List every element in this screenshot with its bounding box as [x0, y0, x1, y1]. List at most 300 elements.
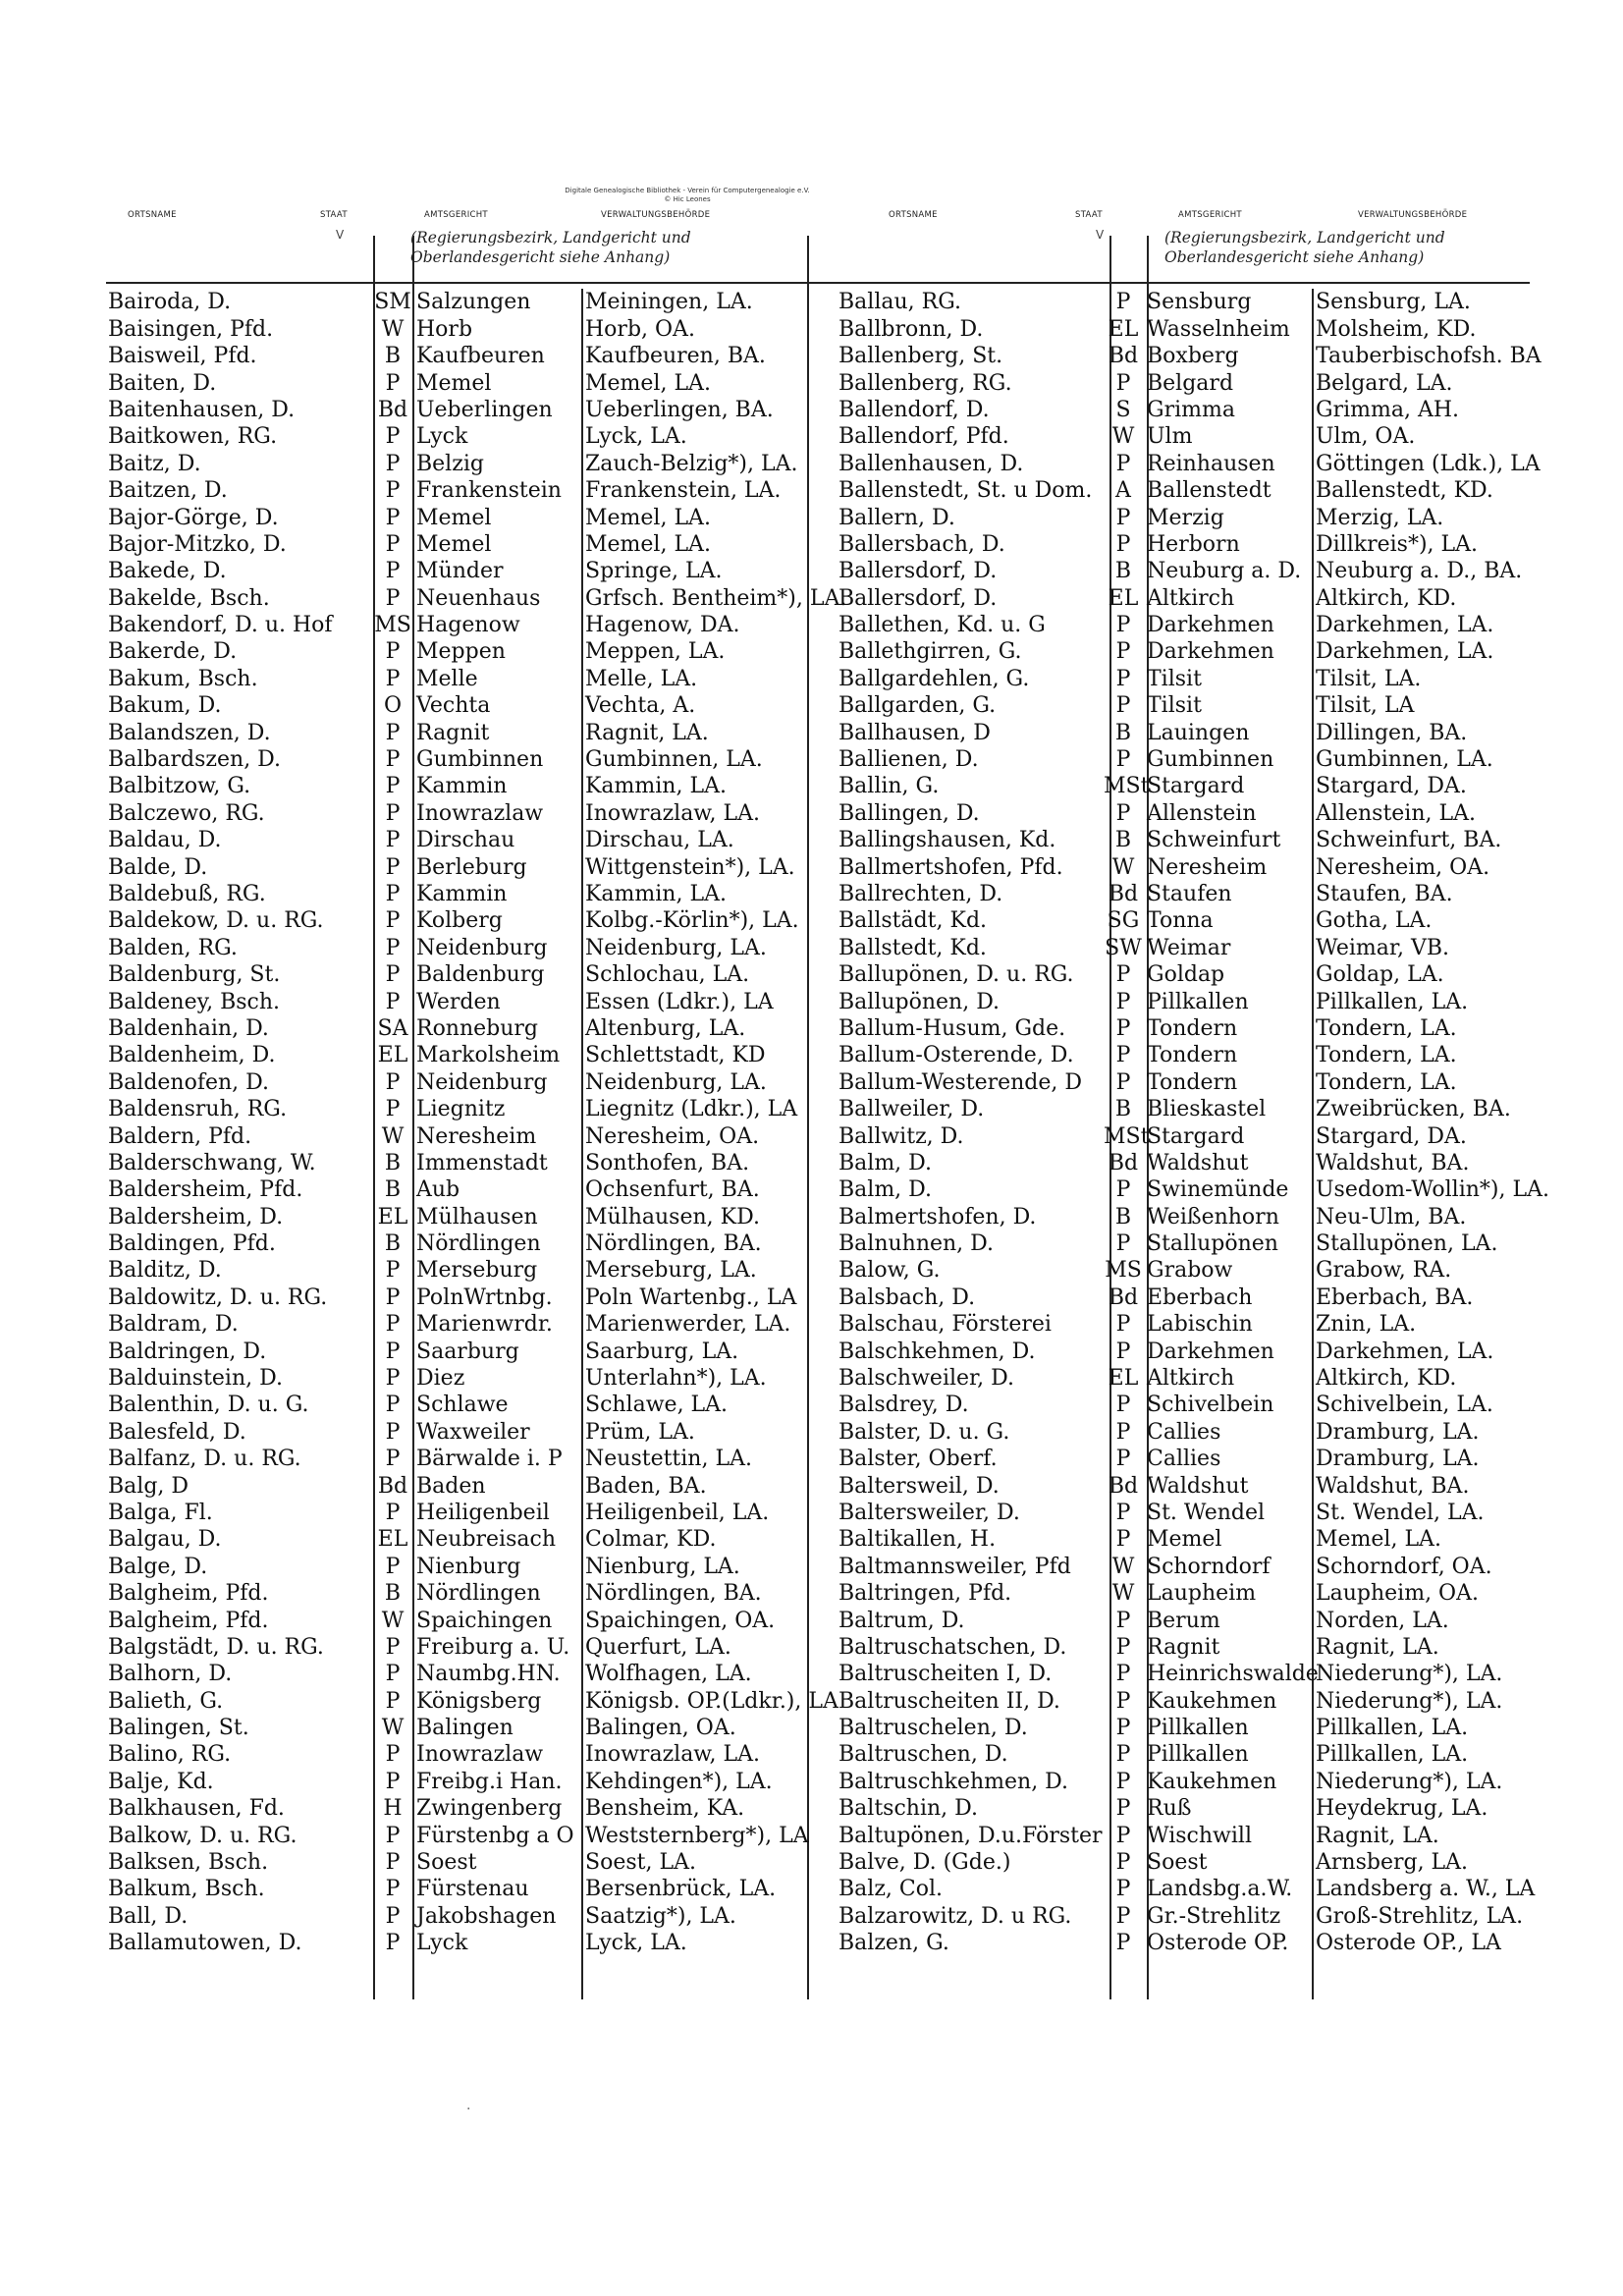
district-court: Pillkallen: [1147, 1742, 1249, 1768]
table-row: [106, 853, 811, 880]
admin-authority: Colmar, KD.: [585, 1527, 717, 1553]
state-code: P: [385, 1931, 401, 1956]
admin-authority: Darkehmen, LA.: [1316, 613, 1494, 638]
table-row: [837, 1876, 1542, 1902]
admin-authority: Wolfhagen, LA.: [585, 1662, 752, 1687]
admin-authority: Gotha, LA.: [1316, 908, 1433, 934]
district-court: Callies: [1147, 1447, 1221, 1472]
table-row: [106, 1338, 811, 1364]
table-row: [106, 1526, 811, 1553]
table-row: [837, 1015, 1542, 1042]
right-column-block: [837, 289, 1549, 1956]
state-code: P: [385, 478, 401, 504]
district-court: Spaichingen: [416, 1608, 553, 1633]
place-name: Ballenberg, St.: [839, 344, 1003, 369]
subheader-right-line-2: Oberlandesgericht siehe Anhang): [1164, 248, 1425, 266]
admin-authority: Grimma, AH.: [1316, 397, 1460, 422]
place-name: Balgstädt, D. u. RG.: [108, 1634, 324, 1660]
place-name: Ballupönen, D. u. RG.: [839, 962, 1074, 988]
state-code: MSt: [1104, 1123, 1150, 1149]
state-code: P: [1115, 451, 1131, 476]
place-name: Balkum, Bsch.: [108, 1877, 265, 1902]
state-code: SA: [377, 1015, 408, 1041]
place-name: Balhorn, D.: [108, 1662, 233, 1687]
district-court: Tondern: [1147, 1069, 1238, 1095]
admin-authority: Ballenstedt, KD.: [1316, 478, 1493, 504]
district-court: Pillkallen: [1147, 989, 1249, 1014]
admin-authority: Altkirch, KD.: [1316, 1366, 1457, 1392]
state-code: H: [383, 1796, 403, 1822]
place-name: Ballamutowen, D.: [108, 1931, 302, 1956]
table-row: [106, 1042, 811, 1068]
table-row: [837, 1365, 1542, 1392]
place-name: Ballrechten, D.: [839, 881, 1003, 906]
admin-authority: Dillkreis*), LA.: [1316, 531, 1478, 557]
state-code: P: [1115, 1015, 1131, 1041]
district-court: Horb: [416, 316, 473, 342]
place-name: Ballenstedt, St. u Dom.: [839, 478, 1093, 504]
place-name: Baldenofen, D.: [108, 1069, 270, 1095]
admin-authority: Ragnit, LA.: [585, 720, 709, 745]
state-code: P: [1115, 1312, 1131, 1338]
state-code: P: [1115, 1339, 1131, 1364]
header-right-staat: STAAT: [1075, 210, 1103, 220]
district-court: Münder: [416, 559, 504, 584]
state-code: B: [1114, 1097, 1132, 1122]
header-right-ortsname: ORTSNAME: [889, 210, 938, 220]
table-row: [106, 1580, 811, 1607]
place-name: Balje, Kd.: [108, 1769, 214, 1794]
place-name: Ballhausen, D: [839, 720, 991, 745]
admin-authority: Nördlingen, BA.: [585, 1581, 762, 1607]
district-court: Kaukehmen: [1147, 1769, 1277, 1794]
district-court: Ronneburg: [416, 1015, 539, 1041]
table-row: [837, 1768, 1542, 1794]
admin-authority: Meppen, LA.: [585, 639, 726, 665]
district-court: Neidenburg: [416, 1069, 548, 1095]
header-left-ortsname: ORTSNAME: [128, 210, 177, 220]
district-court: Darkehmen: [1147, 639, 1274, 665]
place-name: Bajor-Mitzko, D.: [108, 531, 287, 557]
place-name: Bakerde, D.: [108, 639, 238, 665]
place-name: Baltruschelen, D.: [839, 1716, 1028, 1741]
place-name: Balde, D.: [108, 854, 208, 880]
place-name: Ballweiler, D.: [839, 1097, 985, 1122]
district-court: Ulm: [1147, 424, 1193, 450]
state-code: Bd: [1108, 1150, 1139, 1175]
place-name: Balgau, D.: [108, 1527, 222, 1553]
district-court: Tondern: [1147, 1043, 1238, 1068]
admin-authority: Poln Wartenbg., LA: [585, 1285, 797, 1310]
state-code: P: [385, 1877, 401, 1902]
district-court: Neresheim: [416, 1123, 537, 1149]
table-row: [837, 1741, 1542, 1768]
admin-authority: Königsb. OP.(Ldkr.), LA: [585, 1688, 839, 1714]
admin-authority: Frankenstein, LA.: [585, 478, 782, 504]
admin-authority: Schivelbein, LA.: [1316, 1393, 1493, 1418]
table-row: [837, 1338, 1542, 1364]
place-name: Ballenberg, RG.: [839, 370, 1012, 396]
admin-authority: Querfurt, LA.: [585, 1634, 731, 1660]
place-name: Ballern, D.: [839, 505, 955, 530]
table-row: [837, 558, 1542, 584]
place-name: Baldau, D.: [108, 828, 222, 853]
table-row: [106, 773, 811, 799]
place-name: Baldekow, D. u. RG.: [108, 908, 324, 934]
admin-authority: Mülhausen, KD.: [585, 1204, 760, 1230]
table-row: [837, 1526, 1542, 1553]
admin-authority: Laupheim, OA.: [1316, 1581, 1479, 1607]
header-left-staat: STAAT: [320, 210, 348, 220]
state-code: P: [385, 989, 401, 1014]
district-court: Kolberg: [416, 908, 503, 934]
state-code: P: [385, 585, 401, 611]
table-row: [837, 1311, 1542, 1338]
place-name: Baldersheim, Pfd.: [108, 1177, 303, 1203]
place-name: Ballersbach, D.: [839, 531, 1005, 557]
district-court: Soest: [416, 1850, 477, 1876]
district-court: Balingen: [416, 1716, 514, 1741]
state-code: MS: [1105, 1258, 1142, 1284]
place-name: Balbardszen, D.: [108, 747, 282, 773]
state-code: P: [385, 720, 401, 745]
table-row: [837, 1257, 1542, 1284]
table-row: [106, 1553, 811, 1579]
table-row: [837, 907, 1542, 934]
state-code: B: [384, 1150, 402, 1175]
table-row: [106, 1392, 811, 1418]
admin-authority: Gumbinnen, LA.: [585, 747, 763, 773]
state-code: B: [384, 1231, 402, 1257]
state-code: P: [385, 828, 401, 853]
admin-authority: Stargard, DA.: [1316, 1123, 1467, 1149]
admin-authority: Landsberg a. W., LA: [1316, 1877, 1536, 1902]
admin-authority: Staufen, BA.: [1316, 881, 1453, 906]
place-name: Ballstedt, Kd.: [839, 935, 987, 960]
admin-authority: Inowrazlaw, LA.: [585, 1742, 761, 1768]
district-court: Heinrichswalde: [1147, 1662, 1319, 1687]
state-code: P: [385, 1339, 401, 1364]
admin-authority: Essen (Ldkr.), LA: [585, 989, 774, 1014]
admin-authority: Gumbinnen, LA.: [1316, 747, 1493, 773]
table-row: [837, 1580, 1542, 1607]
admin-authority: Springe, LA.: [585, 559, 723, 584]
table-row: [106, 1795, 811, 1822]
place-name: Baltruscheiten II, D.: [839, 1688, 1060, 1714]
place-name: Baldeney, Bsch.: [108, 989, 281, 1014]
admin-authority: Inowrazlaw, LA.: [585, 800, 761, 826]
state-code: B: [384, 1177, 402, 1203]
state-code: B: [1114, 559, 1132, 584]
district-court: Neuenhaus: [416, 585, 541, 611]
place-name: Baltruschkehmen, D.: [839, 1769, 1069, 1794]
district-court: Laupheim: [1147, 1581, 1257, 1607]
admin-authority: Tondern, LA.: [1316, 1015, 1457, 1041]
district-court: Sensburg: [1147, 290, 1252, 315]
place-name: Ballbronn, D.: [839, 316, 984, 342]
place-name: Ballau, RG.: [839, 290, 961, 315]
district-court: Waxweiler: [416, 1419, 530, 1445]
state-code: P: [1115, 1850, 1131, 1876]
district-court: Hagenow: [416, 613, 520, 638]
district-court: Baden: [416, 1473, 486, 1499]
subheader-left-line-1: (Regierungsbezirk, Landgericht und: [410, 229, 691, 246]
state-code: P: [385, 505, 401, 530]
table-row: [837, 1284, 1542, 1310]
table-row: [106, 1311, 811, 1338]
admin-authority: Pillkallen, LA.: [1316, 1716, 1469, 1741]
district-court: Nördlingen: [416, 1231, 541, 1257]
district-court: Neidenburg: [416, 935, 548, 960]
district-court: Schorndorf: [1147, 1554, 1271, 1579]
admin-authority: Meiningen, LA.: [585, 290, 753, 315]
admin-authority: Usedom-Wollin*), LA.: [1316, 1177, 1549, 1203]
table-row: [837, 881, 1542, 907]
admin-authority: Waldshut, BA.: [1316, 1473, 1470, 1499]
state-code: P: [1115, 1500, 1131, 1525]
admin-authority: Neresheim, OA.: [585, 1123, 760, 1149]
state-code: P: [1115, 639, 1131, 665]
district-court: Merzig: [1147, 505, 1224, 530]
table-row: [837, 799, 1542, 826]
state-code: MSt: [1104, 774, 1150, 799]
state-code: P: [385, 1285, 401, 1310]
admin-authority: Stargard, DA.: [1316, 774, 1467, 799]
district-court: Wasselnheim: [1147, 316, 1290, 342]
table-row: [837, 1392, 1542, 1418]
admin-authority: Zweibrücken, BA.: [1316, 1097, 1511, 1122]
admin-authority: Soest, LA.: [585, 1850, 696, 1876]
state-code: MS: [374, 613, 411, 638]
district-court: Memel: [1147, 1527, 1222, 1553]
admin-authority: Neidenburg, LA.: [585, 1069, 767, 1095]
district-court: Labischin: [1147, 1312, 1253, 1338]
state-code: P: [1115, 1742, 1131, 1768]
place-name: Balm, D.: [839, 1177, 933, 1203]
district-court: Weimar: [1147, 935, 1231, 960]
state-code: W: [1111, 1554, 1135, 1579]
state-code: P: [385, 1312, 401, 1338]
district-court: Callies: [1147, 1419, 1221, 1445]
admin-authority: Pillkallen, LA.: [1316, 1742, 1469, 1768]
table-row: [106, 315, 811, 342]
place-name: Baltruschen, D.: [839, 1742, 1008, 1768]
state-code: P: [385, 370, 401, 396]
table-row: [106, 558, 811, 584]
place-name: Bakum, D.: [108, 693, 222, 719]
state-code: P: [1115, 1903, 1131, 1929]
district-court: Allenstein: [1147, 800, 1257, 826]
state-code: W: [381, 1608, 405, 1633]
admin-authority: Dillingen, BA.: [1316, 720, 1468, 745]
place-name: Balsbach, D.: [839, 1285, 976, 1310]
place-name: Baldensruh, RG.: [108, 1097, 288, 1122]
district-court: Blieskastel: [1147, 1097, 1267, 1122]
table-row: [837, 638, 1542, 665]
admin-authority: Dramburg, LA.: [1316, 1447, 1480, 1472]
table-row: [106, 612, 811, 638]
place-name: Balzarowitz, D. u RG.: [839, 1903, 1072, 1929]
admin-authority: Heiligenbeil, LA.: [585, 1500, 770, 1525]
table-row: [106, 638, 811, 665]
table-row: [837, 1607, 1542, 1633]
state-code: P: [1115, 1662, 1131, 1687]
table-row: [837, 746, 1542, 773]
table-row: [837, 1203, 1542, 1230]
place-name: Balgheim, Pfd.: [108, 1608, 269, 1633]
district-court: Goldap: [1147, 962, 1225, 988]
table-row: [837, 1068, 1542, 1095]
place-name: Baldenburg, St.: [108, 962, 281, 988]
table-row: [106, 1930, 811, 1956]
table-row: [837, 853, 1542, 880]
place-name: Baldebuß, RG.: [108, 881, 266, 906]
district-court: Soest: [1147, 1850, 1208, 1876]
state-code: P: [385, 881, 401, 906]
admin-authority: Sensburg, LA.: [1316, 290, 1471, 315]
table-row: [837, 1042, 1542, 1068]
table-row: [837, 477, 1542, 504]
district-court: Meppen: [416, 639, 506, 665]
district-court: Schivelbein: [1147, 1393, 1274, 1418]
admin-authority: Memel, LA.: [585, 370, 711, 396]
state-code: O: [383, 693, 403, 719]
table-row: [837, 315, 1542, 342]
place-name: Baldenhain, D.: [108, 1015, 269, 1041]
district-court: Altkirch: [1147, 585, 1235, 611]
state-code: Bd: [377, 397, 408, 422]
place-name: Ballienen, D.: [839, 747, 979, 773]
header-mark-left: ᐯ: [336, 228, 345, 242]
table-row: [106, 1446, 811, 1472]
admin-authority: Memel, LA.: [1316, 1527, 1441, 1553]
district-court: Stargard: [1147, 774, 1245, 799]
place-name: Baltupönen, D.u.Förster: [839, 1823, 1103, 1848]
place-name: Baldingen, Pfd.: [108, 1231, 276, 1257]
place-name: Balbitzow, G.: [108, 774, 251, 799]
district-court: Reinhausen: [1147, 451, 1275, 476]
admin-authority: Schlawe, LA.: [585, 1393, 729, 1418]
admin-authority: Znin, LA.: [1316, 1312, 1417, 1338]
admin-authority: Pillkallen, LA.: [1316, 989, 1469, 1014]
table-row: [106, 397, 811, 423]
table-row: [837, 289, 1542, 315]
table-row: [106, 1687, 839, 1714]
table-row: [837, 504, 1542, 530]
table-row: [837, 423, 1542, 450]
place-name: Balino, RG.: [108, 1742, 232, 1768]
admin-authority: Memel, LA.: [585, 531, 711, 557]
table-row: [837, 1472, 1542, 1499]
state-code: P: [385, 935, 401, 960]
state-code: P: [1115, 962, 1131, 988]
scan-mark: ·: [466, 2102, 471, 2117]
header-left-amtsgericht: AMTSGERICHT: [424, 210, 488, 220]
state-code: P: [1115, 693, 1131, 719]
table-row: [106, 934, 811, 960]
state-code: P: [385, 1258, 401, 1284]
district-court: Memel: [416, 370, 492, 396]
admin-authority: Niederung*), LA.: [1316, 1769, 1503, 1794]
district-court: Lyck: [416, 424, 468, 450]
admin-authority: Lyck, LA.: [585, 1931, 687, 1956]
state-code: B: [1114, 1204, 1132, 1230]
admin-authority: Schweinfurt, BA.: [1316, 828, 1502, 853]
table-row: [837, 1822, 1542, 1848]
state-code: P: [385, 1903, 401, 1929]
admin-authority: Weststernberg*), LA: [585, 1823, 809, 1848]
subheader-left: [410, 228, 691, 267]
state-code: P: [1115, 1823, 1131, 1848]
district-court: Inowrazlaw: [416, 1742, 544, 1768]
table-row: [106, 289, 811, 315]
place-name: Balfanz, D. u. RG.: [108, 1447, 301, 1472]
state-code: P: [1115, 1447, 1131, 1472]
table-row: [106, 719, 811, 745]
state-code: P: [385, 1688, 401, 1714]
place-name: Ballingshausen, Kd.: [839, 828, 1056, 853]
place-name: Balenthin, D. u. G.: [108, 1393, 309, 1418]
table-row: [106, 799, 811, 826]
table-row: [106, 1176, 811, 1203]
district-court: Boxberg: [1147, 344, 1239, 369]
table-row: [837, 1795, 1542, 1822]
header-left-verwaltung: VERWALTUNGSBEHÖRDE: [601, 210, 711, 220]
district-court: Ueberlingen: [416, 397, 553, 422]
admin-authority: Dramburg, LA.: [1316, 1419, 1480, 1445]
state-code: P: [385, 424, 401, 450]
state-code: P: [385, 1742, 401, 1768]
district-court: Ragnit: [416, 720, 490, 745]
admin-authority: Nördlingen, BA.: [585, 1231, 762, 1257]
table-row: [106, 907, 811, 934]
table-row: [837, 343, 1542, 369]
district-court: Freiburg a. U.: [416, 1634, 570, 1660]
state-code: P: [385, 1097, 401, 1122]
place-name: Baltruschatschen, D.: [839, 1634, 1067, 1660]
state-code: W: [381, 1123, 405, 1149]
state-code: P: [1115, 531, 1131, 557]
admin-authority: Ochsenfurt, BA.: [585, 1177, 760, 1203]
header-right-verwaltung: VERWALTUNGSBEHÖRDE: [1358, 210, 1468, 220]
header-rule: [106, 282, 1530, 284]
state-code: P: [1115, 505, 1131, 530]
table-row: [106, 881, 811, 907]
district-court: Neuburg a. D.: [1147, 559, 1302, 584]
district-court: Wischwill: [1147, 1823, 1252, 1848]
district-court: Liegnitz: [416, 1097, 506, 1122]
place-name: Balczewo, RG.: [108, 800, 265, 826]
table-row: [106, 746, 811, 773]
place-name: Balga, Fl.: [108, 1500, 213, 1525]
table-row: [837, 988, 1542, 1014]
admin-authority: Grabow, RA.: [1316, 1258, 1452, 1284]
place-name: Balve, D. (Gde.): [839, 1850, 1011, 1876]
table-row: [106, 1203, 811, 1230]
place-name: Balesfeld, D.: [108, 1419, 246, 1445]
state-code: W: [1111, 1581, 1135, 1607]
place-name: Balmertshofen, D.: [839, 1204, 1037, 1230]
place-name: Ballingen, D.: [839, 800, 980, 826]
place-name: Bairoda, D.: [108, 290, 232, 315]
admin-authority: Niederung*), LA.: [1316, 1662, 1503, 1687]
place-name: Balm, D.: [839, 1150, 933, 1175]
place-name: Baltrum, D.: [839, 1608, 965, 1633]
state-code: P: [385, 451, 401, 476]
place-name: Baltikallen, H.: [839, 1527, 997, 1553]
district-court: Berleburg: [416, 854, 527, 880]
place-name: Ballethen, Kd. u. G: [839, 613, 1046, 638]
